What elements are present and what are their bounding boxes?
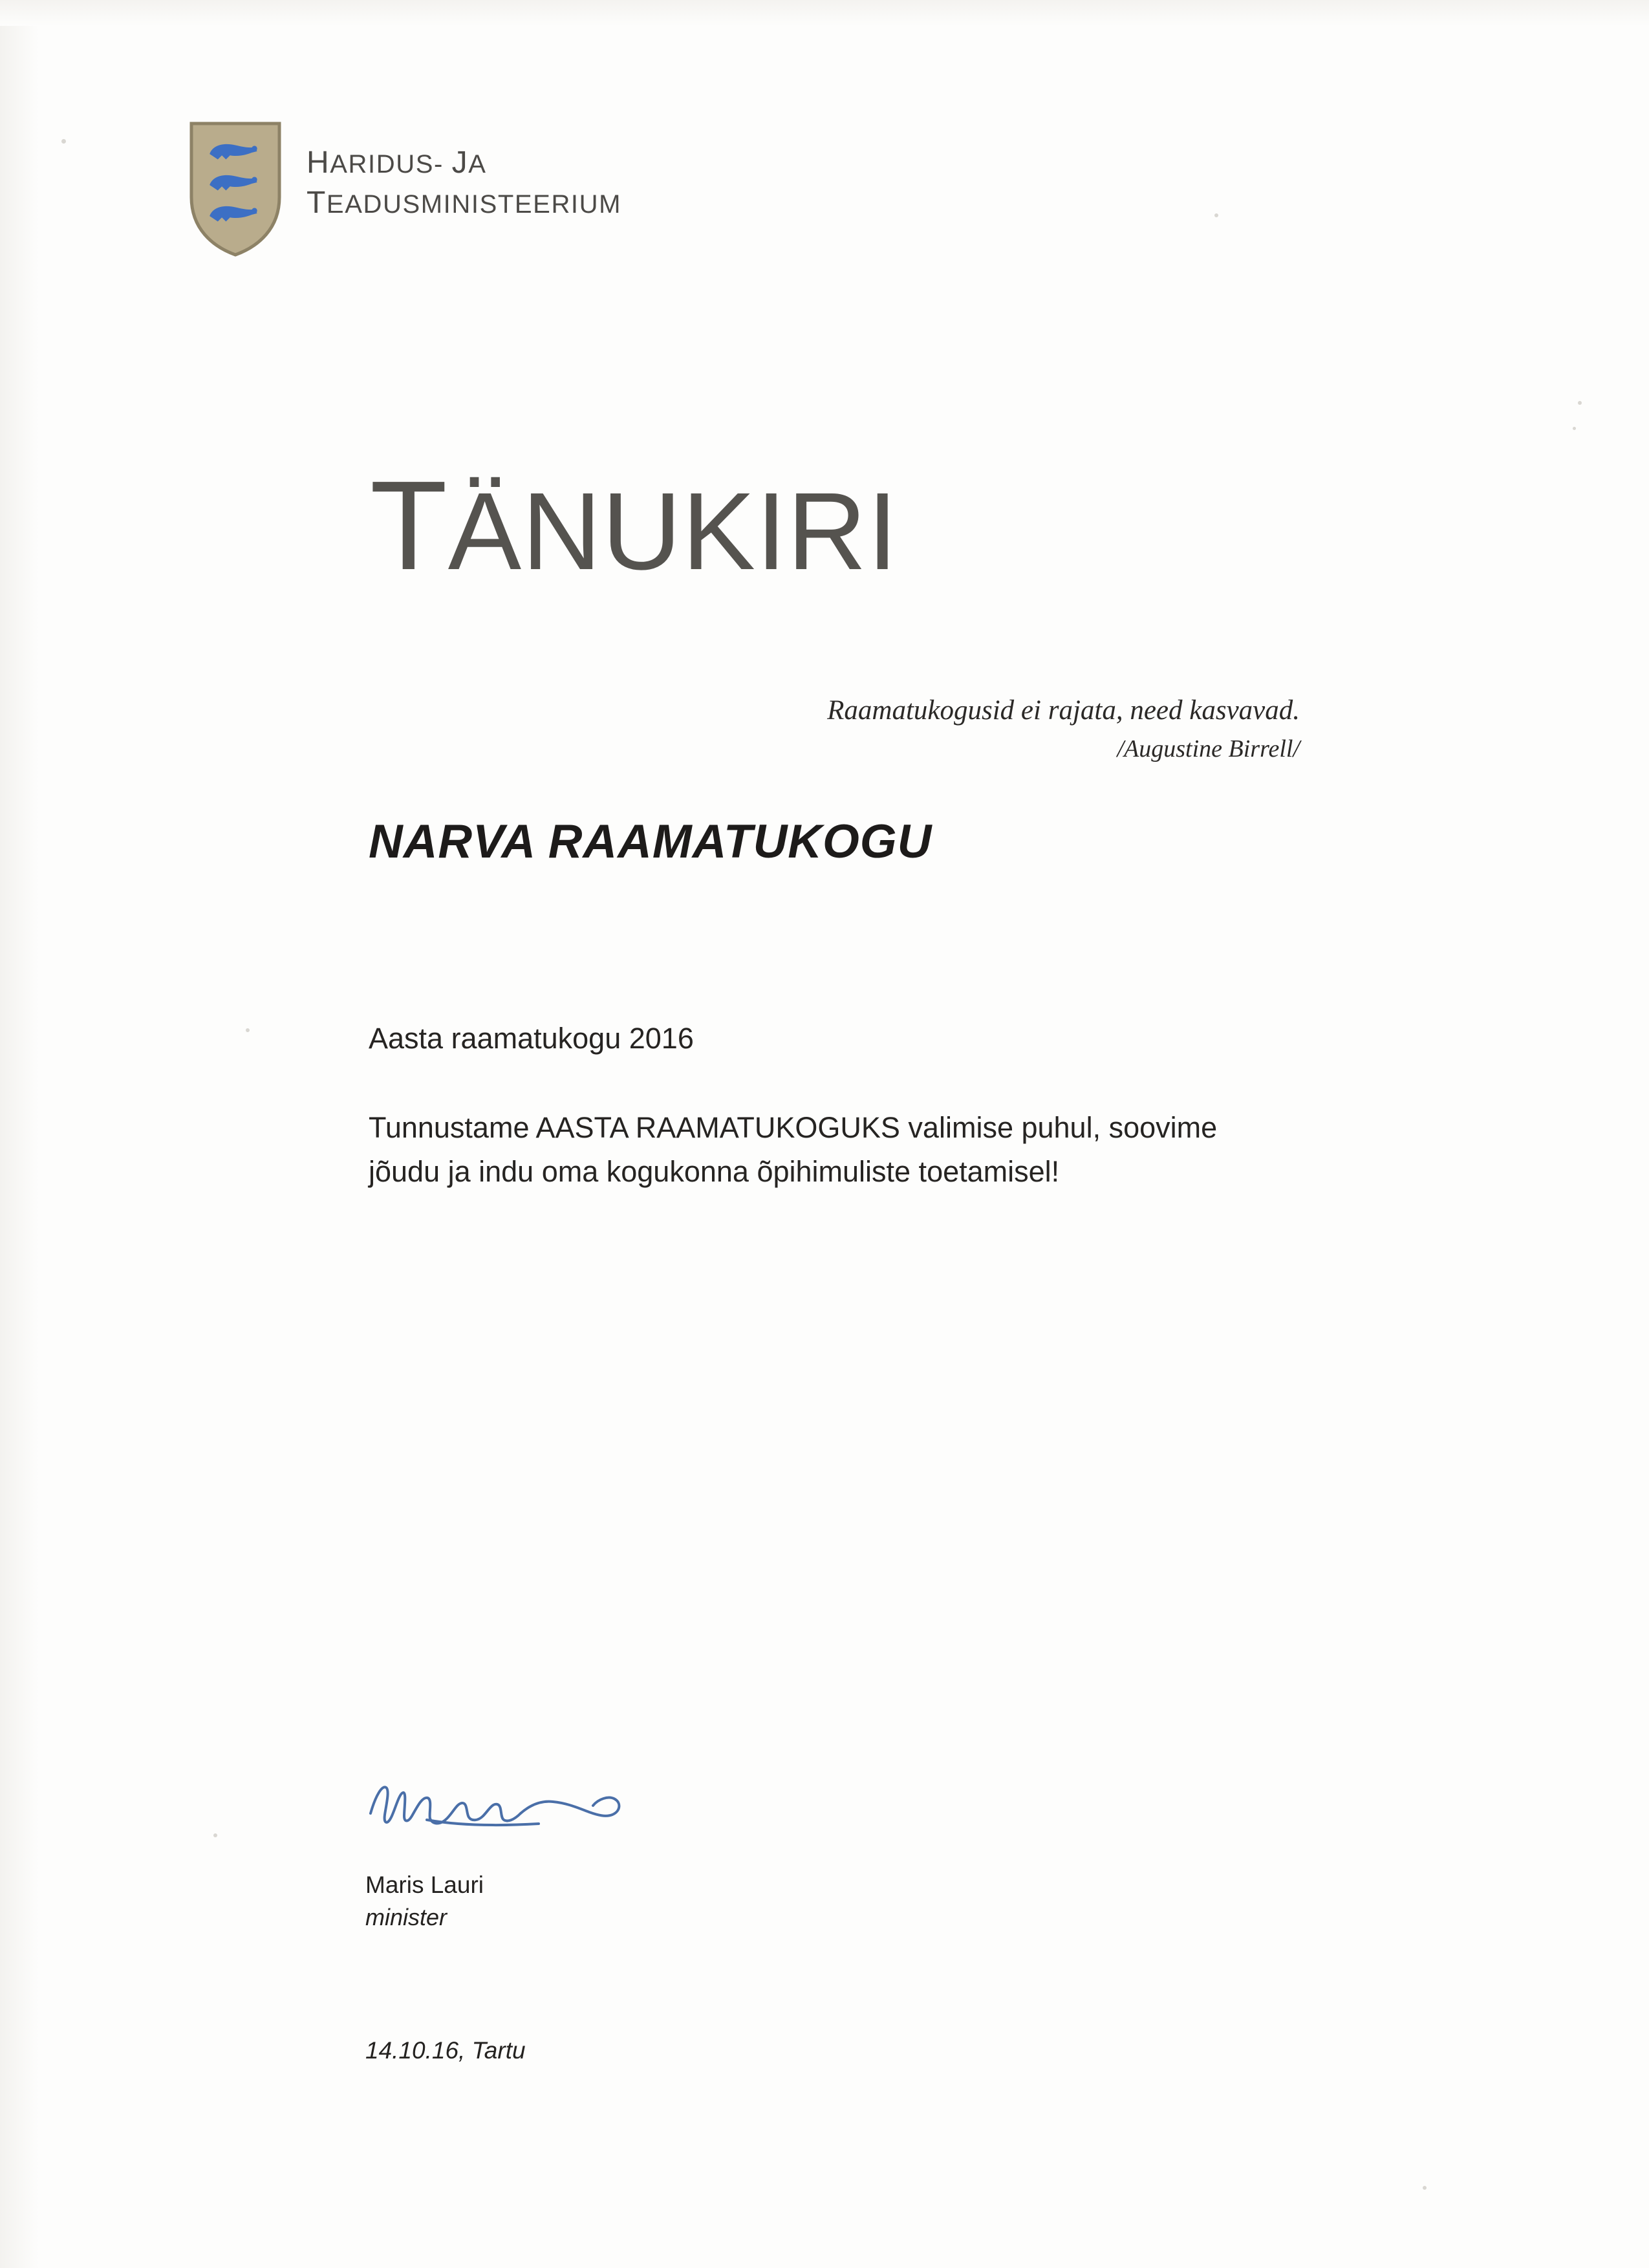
- signature-block: [365, 1766, 766, 1931]
- body-paragraph: Tunnustame AASTA RAAMATUKOGUKS valimise puhul, soovime jõudu ja indu oma kogukonna õpihimuliste toetamisel!: [369, 1111, 1218, 1188]
- scan-speck: [1214, 213, 1218, 217]
- ministry-line-2: TEADUSMINISTEERIUM: [307, 186, 622, 221]
- estonian-coat-of-arms-icon: [188, 120, 283, 259]
- ministry-line-1: HARIDUS- JA: [307, 146, 487, 180]
- scan-speck: [246, 1028, 250, 1032]
- epigraph-author: /Augustine Birrell/: [1117, 735, 1300, 763]
- epigraph-text: Raamatukogusid ei rajata, need kasvavad.: [827, 695, 1300, 726]
- ministry-name: [307, 120, 621, 224]
- award-title: Aasta raamatukogu 2016: [369, 1022, 694, 1055]
- handwritten-signature-icon: [365, 1766, 766, 1856]
- certificate-body: [369, 1022, 1287, 1193]
- document-header: [188, 120, 621, 259]
- scan-speck: [61, 139, 66, 144]
- scan-speck: [213, 1833, 217, 1837]
- date-and-place: 14.10.16, Tartu: [365, 2037, 526, 2064]
- scan-speck: [1578, 401, 1582, 405]
- signatory-name: Maris Lauri: [365, 1872, 484, 1898]
- scan-edge-top: [0, 0, 1649, 26]
- scan-speck: [1423, 2186, 1427, 2190]
- scan-speck: [1573, 427, 1576, 430]
- epigraph: [827, 692, 1300, 763]
- recipient-name: NARVA RAAMATUKOGU: [369, 815, 932, 868]
- scan-edge-left: [0, 0, 39, 2268]
- page-title: TÄNUKIRI: [370, 455, 899, 596]
- signatory-role: minister: [365, 1904, 447, 1930]
